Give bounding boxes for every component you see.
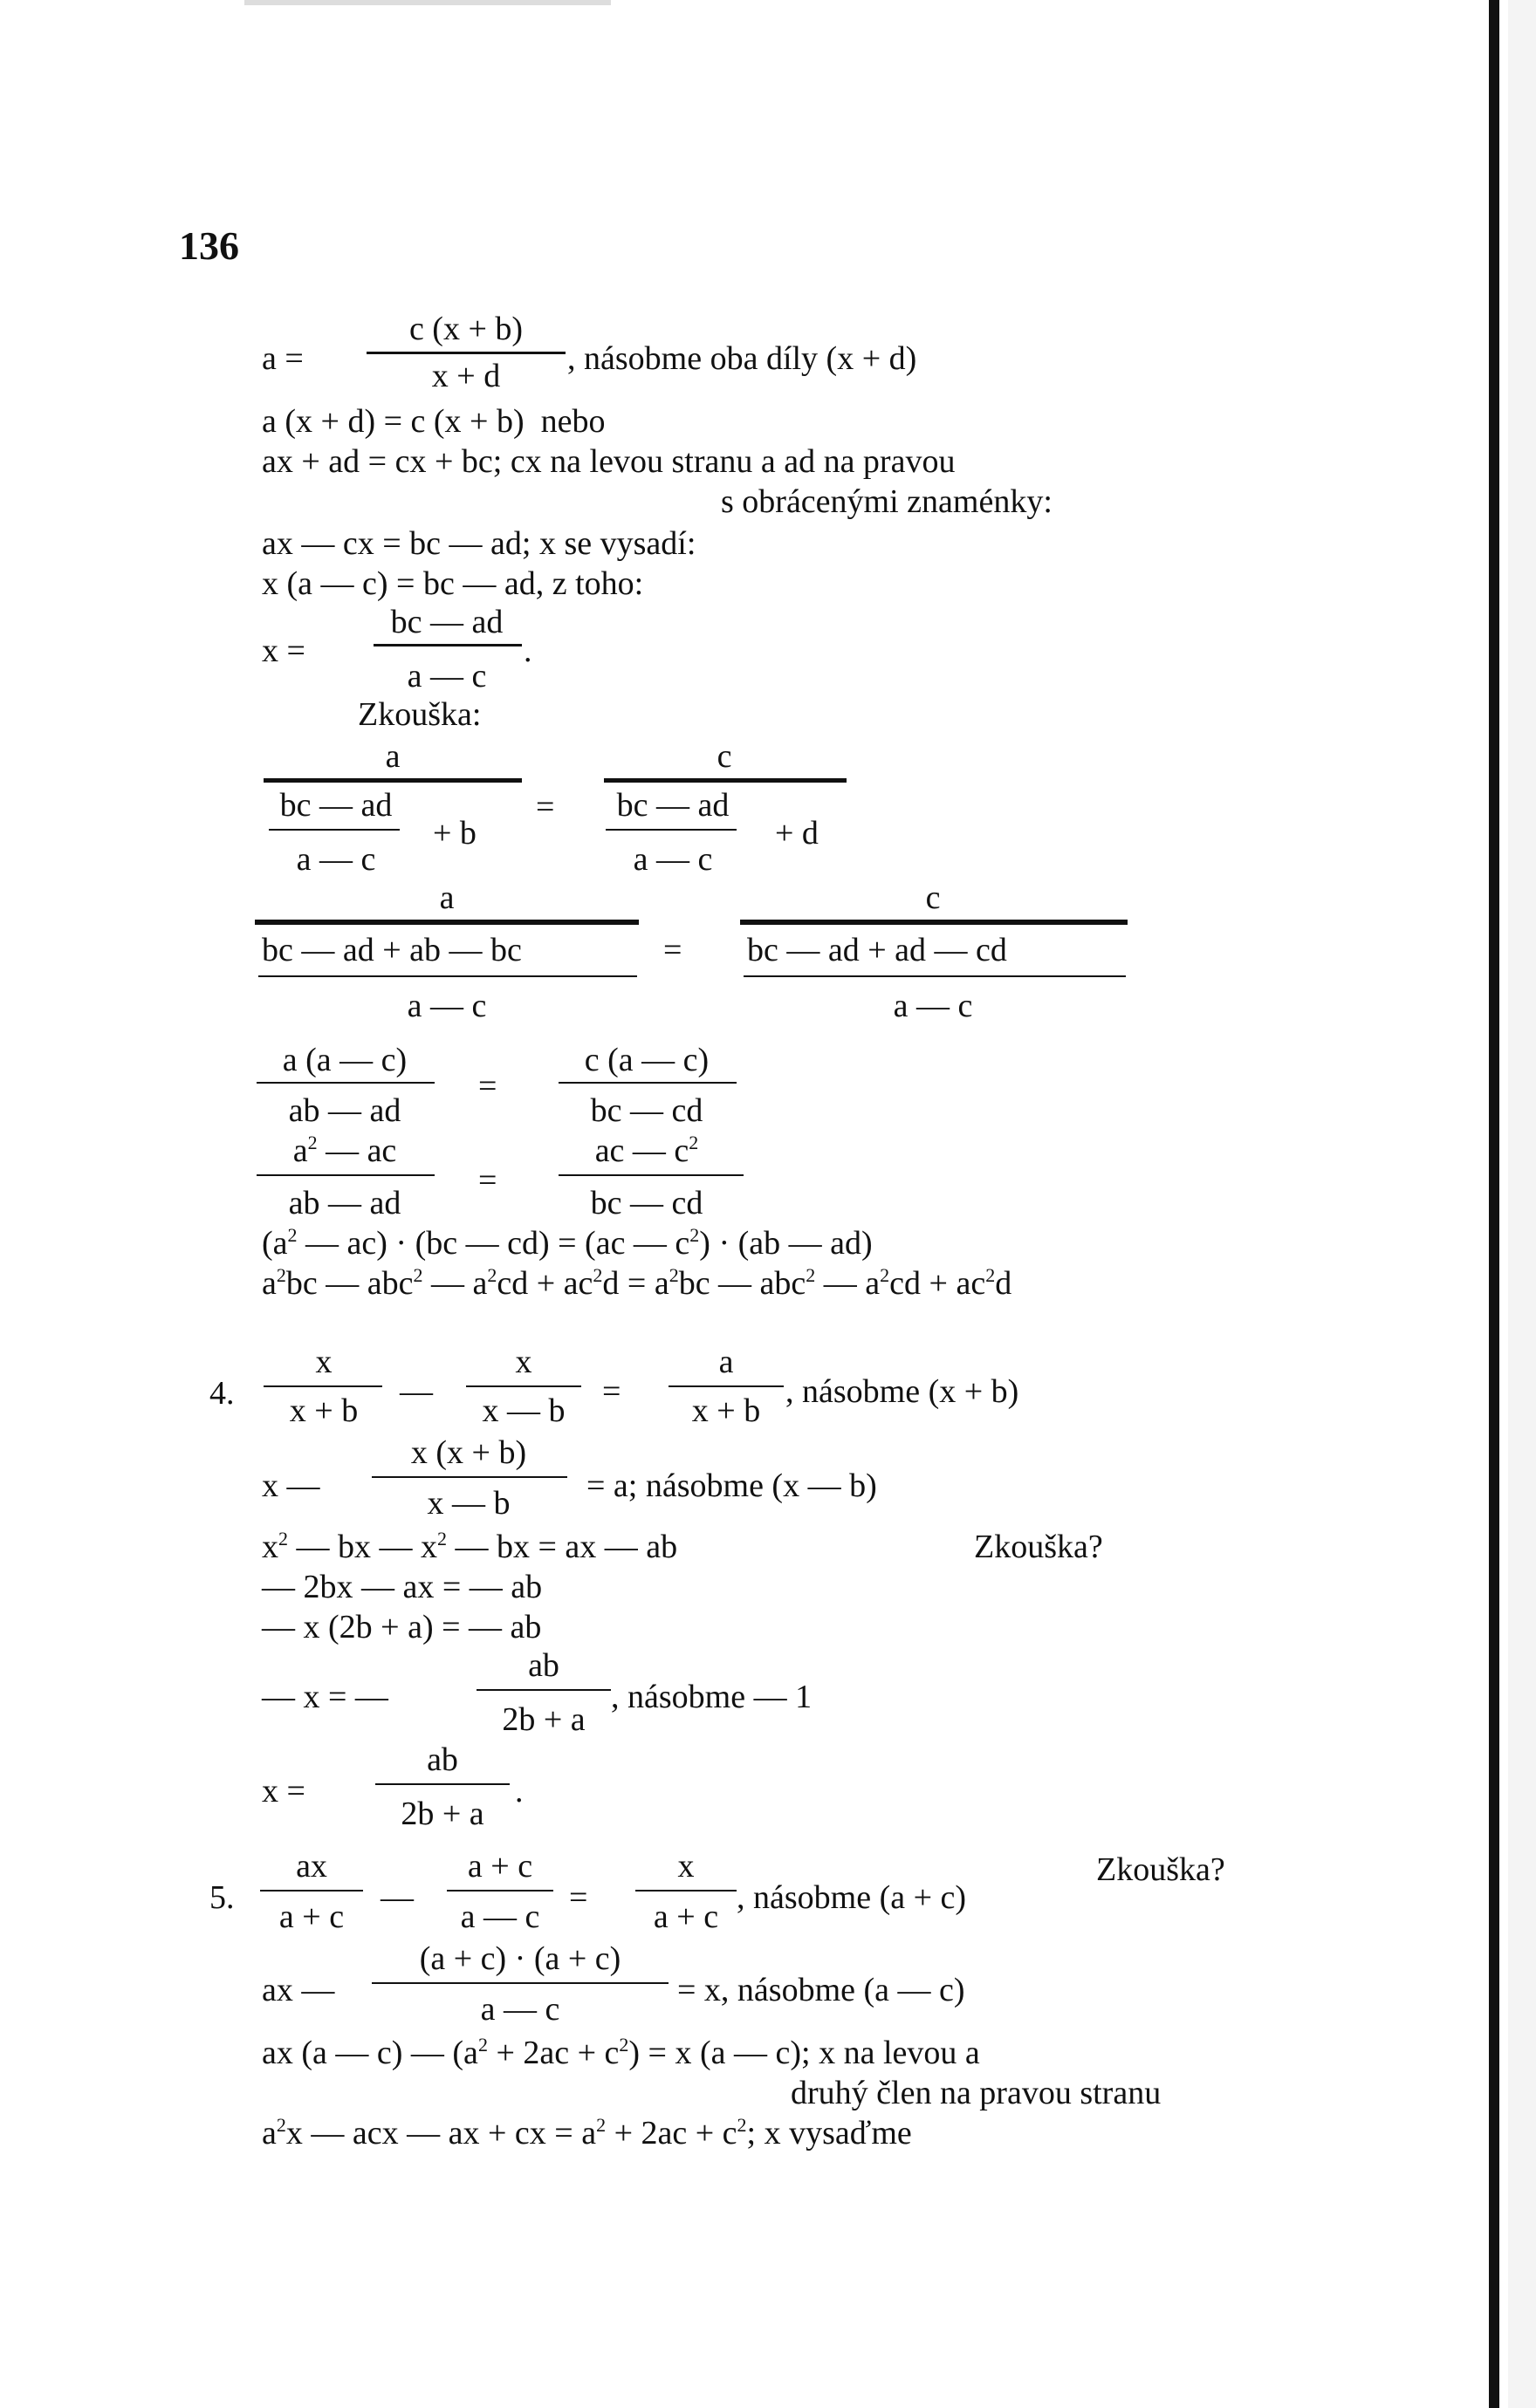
ex5-f3-den: a + c <box>653 1898 719 1935</box>
ex4-l7-num: ab <box>427 1741 458 1778</box>
ex4-equals: = <box>602 1373 621 1410</box>
line-6: x (a — c) = bc — ad, z toho: <box>262 565 644 602</box>
ex5-l2-bar <box>372 1982 669 1984</box>
check1-left-inner-bar <box>269 829 400 831</box>
ex4-l7-den: 2b + a <box>401 1796 484 1832</box>
line-2: a (x + d) = c (x + b) nebo <box>262 403 606 440</box>
check2-left-main-bar <box>255 920 639 925</box>
ex4-f2-den: x — b <box>482 1392 566 1429</box>
check1-left-plus: + b <box>433 815 477 852</box>
check1-left-num: bc — ad <box>279 787 393 824</box>
ex4-l4: — 2bx — ax = — ab <box>262 1569 543 1605</box>
ex4-f3-den: x + b <box>691 1392 761 1429</box>
check2-left-top: a <box>439 879 455 916</box>
ex4-l3: $x^2$ — bx — $x^2$ — bx = ax — ab <box>262 1528 678 1565</box>
check1-right-top: c <box>717 738 732 775</box>
eq7-denominator: a — c <box>407 658 487 694</box>
check5-line: ($a^2$ — ac) · (bc — cd) = (ac — $c^2) \cdot (ab$ — ad) <box>262 1224 873 1262</box>
check3-left-bar <box>257 1082 435 1084</box>
eq7-period: . <box>524 633 532 669</box>
ex5-f1-den: a + c <box>278 1898 345 1935</box>
eq1-numerator: c (x + b) <box>408 311 524 347</box>
check2-right-top: c <box>925 879 941 916</box>
ex4-minus: — <box>400 1373 433 1410</box>
check4-right-num: ac — $c^2$ <box>594 1132 699 1169</box>
ex4-l6-den: 2b + a <box>502 1701 586 1738</box>
check4-right-den: bc — cd <box>590 1185 703 1221</box>
check3-left-num: a (a — c) <box>282 1042 408 1078</box>
ex5-zkouska: Zkouška? <box>1096 1851 1225 1888</box>
check2-right-main-bar <box>740 920 1128 925</box>
check1-right-den: a — c <box>633 841 713 878</box>
ex5-minus: — <box>381 1879 414 1916</box>
ex5-l3: ax (a — c) — $(a^2 + 2ac + c^2) = x$ (a — c); x na levou a <box>262 2034 980 2071</box>
ex4-f1-num: x <box>315 1344 333 1380</box>
ex4-l6-lhs: — x = — <box>262 1679 388 1715</box>
ex5-f2-num: a + c <box>467 1848 533 1885</box>
ex4-f3-num: a <box>718 1344 734 1380</box>
check1-left-main-bar <box>264 778 522 783</box>
ex4-l2-lhs: x — <box>262 1467 320 1504</box>
check6-line: $a^2bc$ — abc$^2$ — $a^2cd + ac^2d = a^2bc$ — abc$^2$ — $a^2cd + ac^2d$ <box>262 1264 1012 1302</box>
eq1-fraction-bar <box>367 352 566 354</box>
line-3: ax + ad = cx + bc; cx na levou stranu a ad na pravou <box>262 443 956 480</box>
ex5-f3-num: x <box>677 1848 695 1885</box>
check4-right-bar <box>559 1174 744 1176</box>
check1-right-main-bar <box>604 778 847 783</box>
ex5-f1-num: ax <box>296 1848 327 1885</box>
ex4-f1-den: x + b <box>289 1392 359 1429</box>
check1-right-inner-bar <box>606 829 737 831</box>
eq1-lhs: a = <box>262 340 304 377</box>
ex4-f2-num: x <box>515 1344 532 1380</box>
line-5: ax — cx = bc — ad; x se vysadí: <box>262 525 696 562</box>
ex5-f2-den: a — c <box>460 1898 540 1935</box>
check1-equals: = <box>536 789 555 825</box>
check3-left-den: ab — ad <box>288 1092 401 1129</box>
ex5-l4: druhý člen na pravou stranu <box>791 2075 1162 2111</box>
eq1-denominator: x + d <box>431 358 501 394</box>
check2-right-den: a — c <box>893 988 973 1024</box>
page-margin-strip <box>1508 0 1536 2408</box>
check3-right-den: bc — cd <box>590 1092 703 1129</box>
ex5-f1-bar <box>260 1890 363 1892</box>
eq7-fraction-bar <box>374 644 522 646</box>
ex4-l7-period: . <box>515 1773 524 1809</box>
page-number: 136 <box>179 223 239 268</box>
check3-equals: = <box>478 1068 497 1105</box>
ex4-l6-tail: , násobme — 1 <box>611 1679 813 1715</box>
check2-equals: = <box>663 932 682 968</box>
check3-right-num: c (a — c) <box>584 1042 710 1078</box>
check1-right-num: bc — ad <box>616 787 730 824</box>
ex4-l5: — x (2b + a) = — ab <box>262 1609 542 1645</box>
example-4-number: 4. <box>209 1375 235 1412</box>
check2-left-inner-bar <box>258 975 637 977</box>
check4-equals: = <box>478 1162 497 1199</box>
ex5-f2-bar <box>447 1890 553 1892</box>
ex4-l6-num: ab <box>528 1647 559 1684</box>
ex5-l5: $a^2x$ — acx — ax + cx = $a^2 + 2ac + c^2$; x vysaďme <box>262 2114 912 2151</box>
check2-left-den: a — c <box>407 988 487 1024</box>
ex4-l2-den: x — b <box>427 1485 511 1522</box>
ex4-l2-tail: = a; násobme (x — b) <box>586 1467 877 1504</box>
ex4-l2-bar <box>372 1476 567 1478</box>
ex5-equals: = <box>569 1879 588 1916</box>
ex4-l2-num: x (x + b) <box>410 1434 527 1471</box>
check1-left-top: a <box>385 738 401 775</box>
ex4-f1-bar <box>264 1385 382 1387</box>
check3-right-bar <box>559 1082 737 1084</box>
ex5-f3-bar <box>635 1890 737 1892</box>
ex4-zkouska: Zkouška? <box>974 1529 1103 1565</box>
ex4-f2-bar <box>466 1385 581 1387</box>
ex5-l2-lhs: ax — <box>262 1972 335 2008</box>
line-4: s obrácenými znaménky: <box>721 483 1053 520</box>
ex5-l2-tail: = x, násobme (a — c) <box>677 1972 965 2008</box>
ex5-l2-den: a — c <box>480 1991 560 2028</box>
check2-left-mid: bc — ad + ab — bc <box>262 932 522 968</box>
eq7-lhs: x = <box>262 633 305 669</box>
page-top-edge <box>244 0 611 5</box>
ex5-l2-num: (a + c) · (a + c) <box>419 1940 621 1977</box>
ex4-f3-bar <box>669 1385 784 1387</box>
ex4-note: , násobme (x + b) <box>785 1373 1019 1410</box>
check2-right-mid: bc — ad + ad — cd <box>747 932 1007 968</box>
check4-left-num: $a^2$ — ac <box>292 1132 397 1169</box>
check1-left-den: a — c <box>296 841 376 878</box>
check1-right-plus: + d <box>775 815 819 852</box>
ex4-l7-lhs: x = <box>262 1773 305 1809</box>
page-binding-edge <box>1489 0 1499 2408</box>
check4-left-den: ab — ad <box>288 1185 401 1221</box>
example-5-number: 5. <box>209 1879 235 1916</box>
ex5-note: , násobme (a + c) <box>737 1879 967 1916</box>
zkouska-heading: Zkouška: <box>358 696 482 733</box>
ex4-l6-bar <box>477 1689 611 1691</box>
ex4-l7-bar <box>375 1783 510 1785</box>
check2-right-inner-bar <box>744 975 1126 977</box>
eq1-note: , násobme oba díly (x + d) <box>567 340 917 377</box>
check4-left-bar <box>257 1174 435 1176</box>
eq7-numerator: bc — ad <box>390 604 504 640</box>
